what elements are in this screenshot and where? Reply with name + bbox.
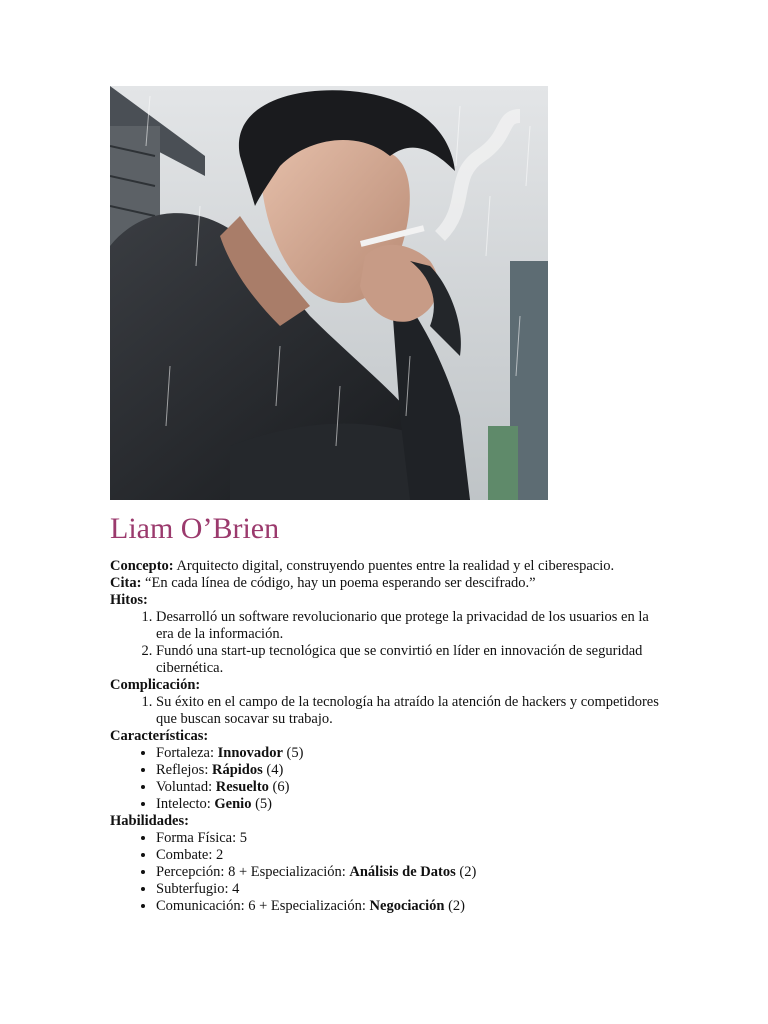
trait-name: Intelecto: xyxy=(156,796,215,812)
trait-score: (4) xyxy=(262,762,284,778)
list-item xyxy=(156,796,670,813)
list-item xyxy=(156,779,670,796)
trait-value: Genio xyxy=(214,796,252,812)
trait-value: Rápidos xyxy=(211,762,263,778)
trait-score: (6) xyxy=(268,779,290,795)
trait-name: Fortaleza: xyxy=(156,745,218,761)
traits-heading xyxy=(110,728,670,745)
quote-label: Cita: xyxy=(110,575,142,591)
trait-value: Innovador xyxy=(217,745,283,761)
complication-list xyxy=(110,694,670,728)
list-item xyxy=(156,881,670,898)
milestones-heading xyxy=(110,592,670,609)
character-portrait xyxy=(110,86,548,500)
skills-heading xyxy=(110,813,670,830)
trait-score: (5) xyxy=(251,796,272,812)
list-item: 1. Desarrolló un software revolucionario que protege la privacidad de los usuarios en la era de la información. xyxy=(156,609,670,643)
trait-score: (5) xyxy=(282,745,304,761)
concept-label: Concepto: xyxy=(110,558,174,574)
list-item xyxy=(156,830,670,847)
quote-text: “En cada línea de código, hay un poema esperando ser descifrado.” xyxy=(141,575,536,591)
portrait-illustration xyxy=(110,86,548,500)
skill-specialization: Análisis de Datos xyxy=(349,864,456,880)
list-item xyxy=(156,864,670,881)
trait-value: Resuelto xyxy=(215,779,269,795)
skills-list xyxy=(110,830,670,915)
skill-text: Forma Física: 5 xyxy=(156,830,248,846)
skill-text: Percepción: 8 + Especialización: xyxy=(156,864,350,880)
skills-label: Habilidades: xyxy=(110,813,189,829)
trait-name: Voluntad: xyxy=(156,779,216,795)
complication-label: Complicación: xyxy=(110,677,201,693)
skill-text: Subterfugio: 4 xyxy=(156,881,240,897)
skill-specialization-score: (2) xyxy=(444,898,465,914)
list-item xyxy=(156,847,670,864)
milestones-label: Hitos: xyxy=(110,592,148,608)
list-item xyxy=(156,762,670,779)
list-item: 1. Su éxito en el campo de la tecnología ha atraído la atención de hackers y competidores que buscan socavar su trabajo. xyxy=(156,694,670,728)
character-sheet xyxy=(110,86,670,915)
skill-specialization-score: (2) xyxy=(455,864,477,880)
quote-line xyxy=(110,575,670,592)
list-item xyxy=(156,898,670,915)
traits-list xyxy=(110,745,670,813)
skill-specialization: Negociación xyxy=(369,898,445,914)
concept-text: Arquitecto digital, construyendo puentes entre la realidad y el ciberespacio. xyxy=(173,558,615,574)
character-name: Liam O’Brien xyxy=(110,512,280,545)
list-item xyxy=(156,745,670,762)
complication-heading xyxy=(110,677,670,694)
milestones-list xyxy=(110,609,670,677)
skill-text: Combate: 2 xyxy=(156,847,224,863)
traits-label: Características: xyxy=(110,728,209,744)
skill-text: Comunicación: 6 + Especialización: xyxy=(156,898,370,914)
trait-name: Reflejos: xyxy=(156,762,212,778)
concept-line xyxy=(110,558,670,575)
list-item: 2. Fundó una start-up tecnológica que se convirtió en líder en innovación de seguridad cibernética. xyxy=(156,643,670,677)
